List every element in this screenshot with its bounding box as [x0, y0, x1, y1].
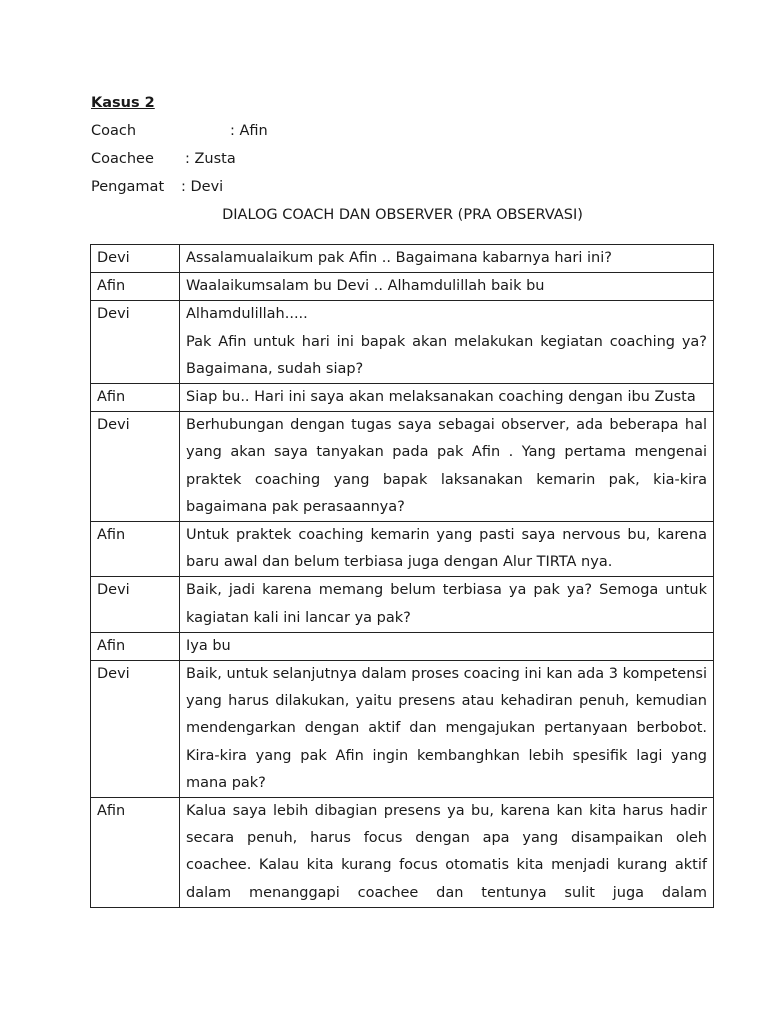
- document-page: [91, 89, 714, 229]
- role-label: Coach: [91, 123, 137, 139]
- utterance-paragraph: Waalaikumsalam bu Devi .. Alhamdulillah baik bu: [186, 278, 545, 295]
- utterance-paragraph: Assalamualaikum pak Afin .. Bagaimana kabarnya hari ini?: [186, 250, 612, 266]
- utterance-cell: [180, 632, 714, 660]
- dialog-row: [91, 301, 714, 384]
- speaker-cell: Devi: [91, 577, 180, 632]
- dialog-heading: DIALOG COACH DAN OBSERVER (PRA OBSERVASI): [222, 207, 583, 223]
- utterance-cell: [180, 245, 714, 273]
- speaker-cell: Afin: [91, 384, 180, 412]
- utterance-paragraph: Alhamdulillah.....: [186, 306, 308, 323]
- utterance-paragraph: Untuk praktek coaching kemarin yang pasti saya nervous bu, karena baru awal dan belum terbiasa juga dengan Alur TIRTA nya.: [186, 527, 707, 571]
- utterance-paragraph: Baik, jadi karena memang belum terbiasa ya pak ya? Semoga untuk kagiatan kali ini lancar ya pak?: [186, 582, 707, 626]
- dialog-row: [91, 798, 714, 908]
- speaker-cell: Afin: [91, 522, 180, 577]
- role-label: Pengamat: [91, 179, 165, 195]
- utterance-paragraph: Pak Afin untuk hari ini bapak akan melakukan kegiatan coaching ya? Bagaimana, sudah siap?: [186, 333, 707, 377]
- utterance-paragraph: Kalua saya lebih dibagian presens ya bu, karena kan kita harus hadir secara penuh, harus focus dengan apa yang disampaikan oleh coachee. Kalau kita kurang focus otomatis kita menjadi kurang aktif dalam menanggapi coachee dan tentunya sulit juga dalam: [186, 803, 707, 901]
- dialog-row: [91, 384, 714, 412]
- speaker-cell: Devi: [91, 245, 180, 273]
- utterance-paragraph: Berhubungan dengan tugas saya sebagai observer, ada beberapa hal yang akan saya tanyakan pada pak Afin . Yang pertama mengenai praktek coaching yang bapak laksanakan kemarin pak, kia-kira bagaimana pak perasaannya?: [186, 417, 707, 515]
- speaker-cell: Devi: [91, 301, 180, 384]
- utterance-cell: [180, 412, 714, 522]
- role-coach: [91, 117, 714, 145]
- utterance-cell: [180, 522, 714, 577]
- utterance-cell: [180, 798, 714, 908]
- utterance-cell: [180, 301, 714, 384]
- dialog-row: [91, 632, 714, 660]
- role-value: : Afin: [230, 123, 268, 139]
- utterance-cell: [180, 577, 714, 632]
- utterance-paragraph: Siap bu.. Hari ini saya akan melaksanakan coaching dengan ibu Zusta: [186, 389, 696, 406]
- utterance-paragraph: Baik, untuk selanjutnya dalam proses coacing ini kan ada 3 kompetensi yang harus dilakukan, yaitu presens atau kehadiran penuh, kemudian mendengarkan dengan aktif dan mengajukan pertanyaan berbobot. Kira-kira yang pak Afin ingin kembanghkan lebih spesifik lagi yang mana pak?: [186, 666, 707, 791]
- speaker-cell: Afin: [91, 798, 180, 908]
- speaker-cell: Afin: [91, 632, 180, 660]
- role-label: Coachee: [91, 151, 154, 167]
- dialog-row: [91, 522, 714, 577]
- dialog-row: [91, 245, 714, 273]
- role-value: : Zusta: [185, 151, 236, 167]
- dialog-table: [90, 244, 714, 908]
- dialog-row: [91, 412, 714, 522]
- role-value: : Devi: [181, 179, 224, 195]
- utterance-cell: [180, 384, 714, 412]
- utterance-cell: [180, 661, 714, 798]
- role-observer: [91, 173, 714, 201]
- dialog-row: [91, 273, 714, 301]
- speaker-cell: Devi: [91, 661, 180, 798]
- dialog-row: [91, 661, 714, 798]
- utterance-paragraph: Iya bu: [186, 637, 231, 654]
- role-coachee: [91, 145, 714, 173]
- speaker-cell: Afin: [91, 273, 180, 301]
- dialog-row: [91, 577, 714, 632]
- case-title: Kasus 2: [91, 95, 155, 111]
- utterance-cell: [180, 273, 714, 301]
- speaker-cell: Devi: [91, 412, 180, 522]
